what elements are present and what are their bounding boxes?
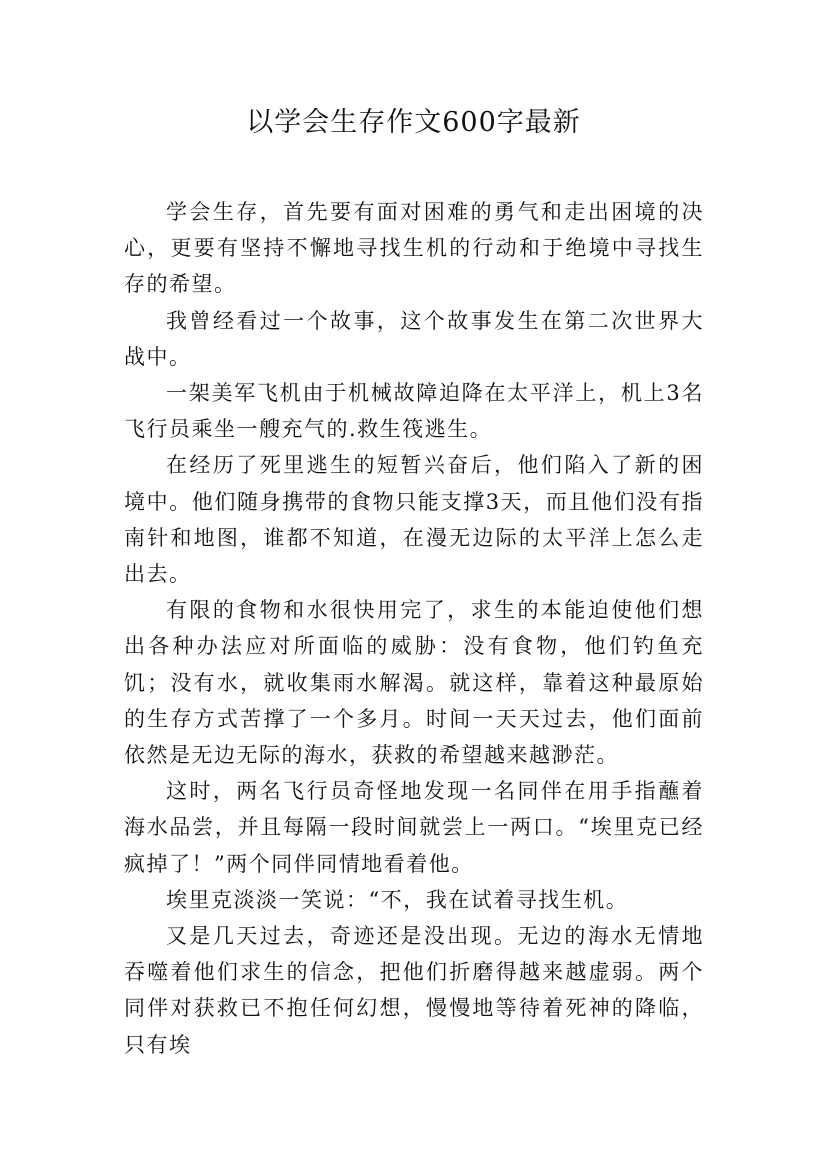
paragraph: 学会生存，首先要有面对困难的勇气和走出困境的决心，更要有坚持不懈地寻找生机的行动和于绝境中寻找生存的希望。	[124, 200, 704, 297]
paragraph: 又是几天过去，奇迹还是没出现。无边的海水无情地吞噬着他们求生的信念，把他们折磨得越来越虚弱。两个同伴对获救已不抱任何幻想，慢慢地等待着死神的降临，只有埃	[124, 924, 704, 1057]
paragraph: 有限的食物和水很快用完了，求生的本能迫使他们想出各种办法应对所面临的威胁：没有食物，他们钓鱼充饥；没有水，就收集雨水解渴。就这样，靠着这种最原始的生存方式苦撑了一个多月。时间一天天过去，他们面前依然是无边无际的海水，获救的希望越来越渺茫。	[124, 598, 704, 768]
paragraph: 在经历了死里逃生的短暂兴奋后，他们陷入了新的困境中。他们随身携带的食物只能支撑3天，而且他们没有指南针和地图，谁都不知道，在漫无边际的太平洋上怎么走出去。	[124, 453, 704, 587]
paragraph: 一架美军飞机由于机械故障迫降在太平洋上，机上3名飞行员乘坐一艘充气的.救生筏逃生。	[124, 381, 704, 442]
document-body	[124, 194, 704, 1063]
paragraph: 我曾经看过一个故事，这个故事发生在第二次世界大战中。	[124, 308, 704, 369]
paragraph: 这时，两名飞行员奇怪地发现一名同伴在用手指蘸着海水品尝，并且每隔一段时间就尝上一两口。“埃里克已经疯掉了！”两个同伴同情地看着他。	[124, 779, 704, 876]
paragraph: 埃里克淡淡一笑说：“不，我在试着寻找生机。	[166, 887, 629, 912]
document-title: 以学会生存作文600字最新	[246, 107, 581, 138]
